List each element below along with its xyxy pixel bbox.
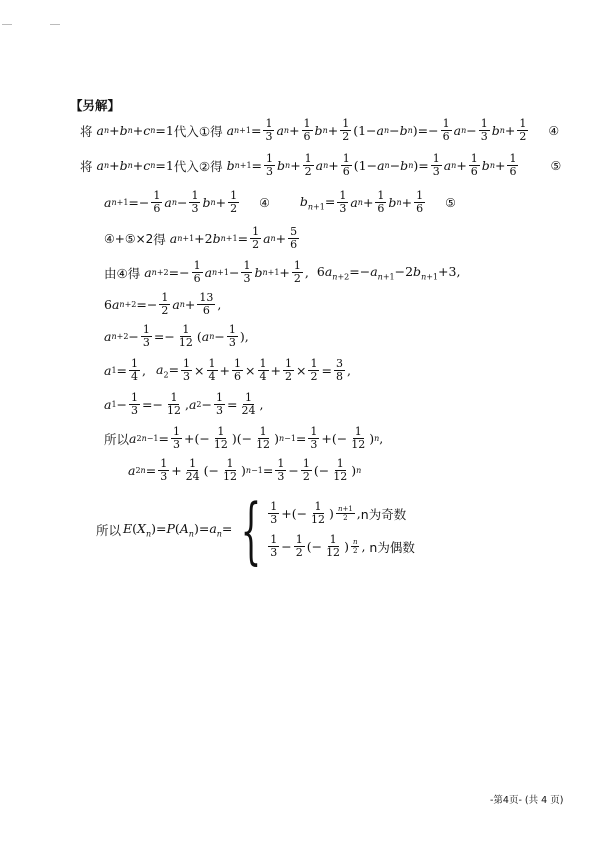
- equation-line-6: 6 a n+2 =− $\frac{1}{2}$ a n + $\frac{13}{6}$ ,: [104, 291, 222, 317]
- scan-mark: [2, 24, 12, 25]
- equation-line-2: 将 a n + b n + c n =1 代入②得 b n+1 = $\frac{1}{3}$ b n + $\frac{1}{2}$ a n + $\frac{1}{6}$ (1− a n − b n )= $\frac{1}{3}$ a n + $\frac{1}{6}$ b n + $\frac{1}{6}$ ⑤: [80, 152, 562, 178]
- marker-4: ④: [259, 195, 270, 210]
- equation-line-7: a n+2 − $\frac{1}{3}$ =− $\frac{1}{12}$ ( a n − $\frac{1}{3}$ ),: [104, 323, 249, 349]
- equation-line-9: a 1 − $\frac{1}{3}$ =− $\frac{1}{12}$ , a 2 − $\frac{1}{3}$ = $\frac{1}{24}$ ,: [104, 391, 264, 417]
- marker-4: ④: [548, 123, 560, 138]
- equation-line-1: 将 a n + b n + c n =1 代入①得 a n+1 = $\frac{1}{3}$ a n + $\frac{1}{6}$ b n + $\frac{1}{2}$ (1− a n − b n )=− $\frac{1}{6}$ a n − $\frac{1}{3}$ b n + $\frac{1}{2}$ ④: [80, 117, 560, 143]
- marker-5: ⑤: [445, 195, 456, 210]
- label-suoyi: 所以: [96, 523, 122, 538]
- combo-marker: ④+⑤×2: [104, 231, 154, 246]
- equation-line-8: a 1 = $\frac{1}{4}$ , $a_2=$ $\frac{1}{3}$ × $\frac{1}{4}$ + $\frac{1}{6}$ × $\frac{1}{4}$ + $\frac{1}{2}$ × $\frac{1}{2}$ = $\frac{3}{8}$ ,: [104, 357, 351, 383]
- equation-line-3: a n+1 =− $\frac{1}{6}$ a n − $\frac{1}{3}$ b n + $\frac{1}{2}$ ④ $b_{n+1}=$ $\frac{1}{3}$ a n + $\frac{1}{6}$ b n + $\frac{1}{6}$ ⑤: [104, 189, 456, 215]
- label-jiang: 将: [80, 123, 93, 139]
- label-dairu2: 代入②得: [173, 158, 223, 174]
- cases: [266, 501, 415, 559]
- equation-line-5: 由④得 a n+2 =− $\frac{1}{6}$ a n+1 − $\frac{1}{3}$ b n+1 + $\frac{1}{2}$ , $6a_{n+2}=-a_{n+1}-2b_{n+1}+3$,: [104, 259, 461, 285]
- label-suoyi: 所以: [104, 431, 130, 447]
- page-footer: -第4页- (共 4 页): [490, 795, 564, 806]
- section-heading: 【另解】: [70, 98, 121, 113]
- case-odd: $\frac{1}{3}$ +(− $\frac{1}{12}$ ) $\frac{n+1}{2}$ , n为奇数: [270, 500, 407, 526]
- equation-line-11: a 2n = $\frac{1}{3}$ + $\frac{1}{24}$ (− $\frac{1}{12}$ ) n−1 = $\frac{1}{3}$ − $\frac{1}{2}$ (− $\frac{1}{12}$ ) n: [128, 457, 362, 483]
- piecewise-expression: 所以 $E(X_n)=P(A_n)=a_n=$ { $\frac{1}{3}$ +(− $\frac{1}{12}$ ) $\frac{n+1}{2}$ , n为奇数 $\frac{1}{3}$ − $\frac{1}{2}$ (− $\frac{1}{12}$ ) $\frac{n}{2}$ , n为偶数: [96, 488, 415, 572]
- marker-5: ⑤: [550, 158, 562, 173]
- case-even: $\frac{1}{3}$ − $\frac{1}{2}$ (− $\frac{1}{12}$ ) $\frac{n}{2}$ , n为偶数: [270, 533, 415, 559]
- label-jiang: 将: [80, 158, 93, 174]
- equation-line-4: ④+⑤×2 得 a n+1 +2 b n+1 = $\frac{1}{2}$ a n + $\frac{5}{6}$: [104, 225, 298, 251]
- scan-mark: [50, 24, 60, 25]
- even-label: n为偶数: [369, 539, 415, 555]
- odd-label: n为奇数: [360, 506, 407, 522]
- label-de: 得: [153, 231, 166, 247]
- left-brace: {: [241, 488, 262, 572]
- equation-line-10: 所以 a 2n−1 = $\frac{1}{3}$ +(− $\frac{1}{12}$ )(− $\frac{1}{12}$ ) n−1 = $\frac{1}{3}$ +(− $\frac{1}{12}$ ) n ,: [104, 425, 384, 451]
- label-you4de: 由④得: [104, 265, 141, 281]
- label-dairu1: 代入①得: [173, 123, 223, 139]
